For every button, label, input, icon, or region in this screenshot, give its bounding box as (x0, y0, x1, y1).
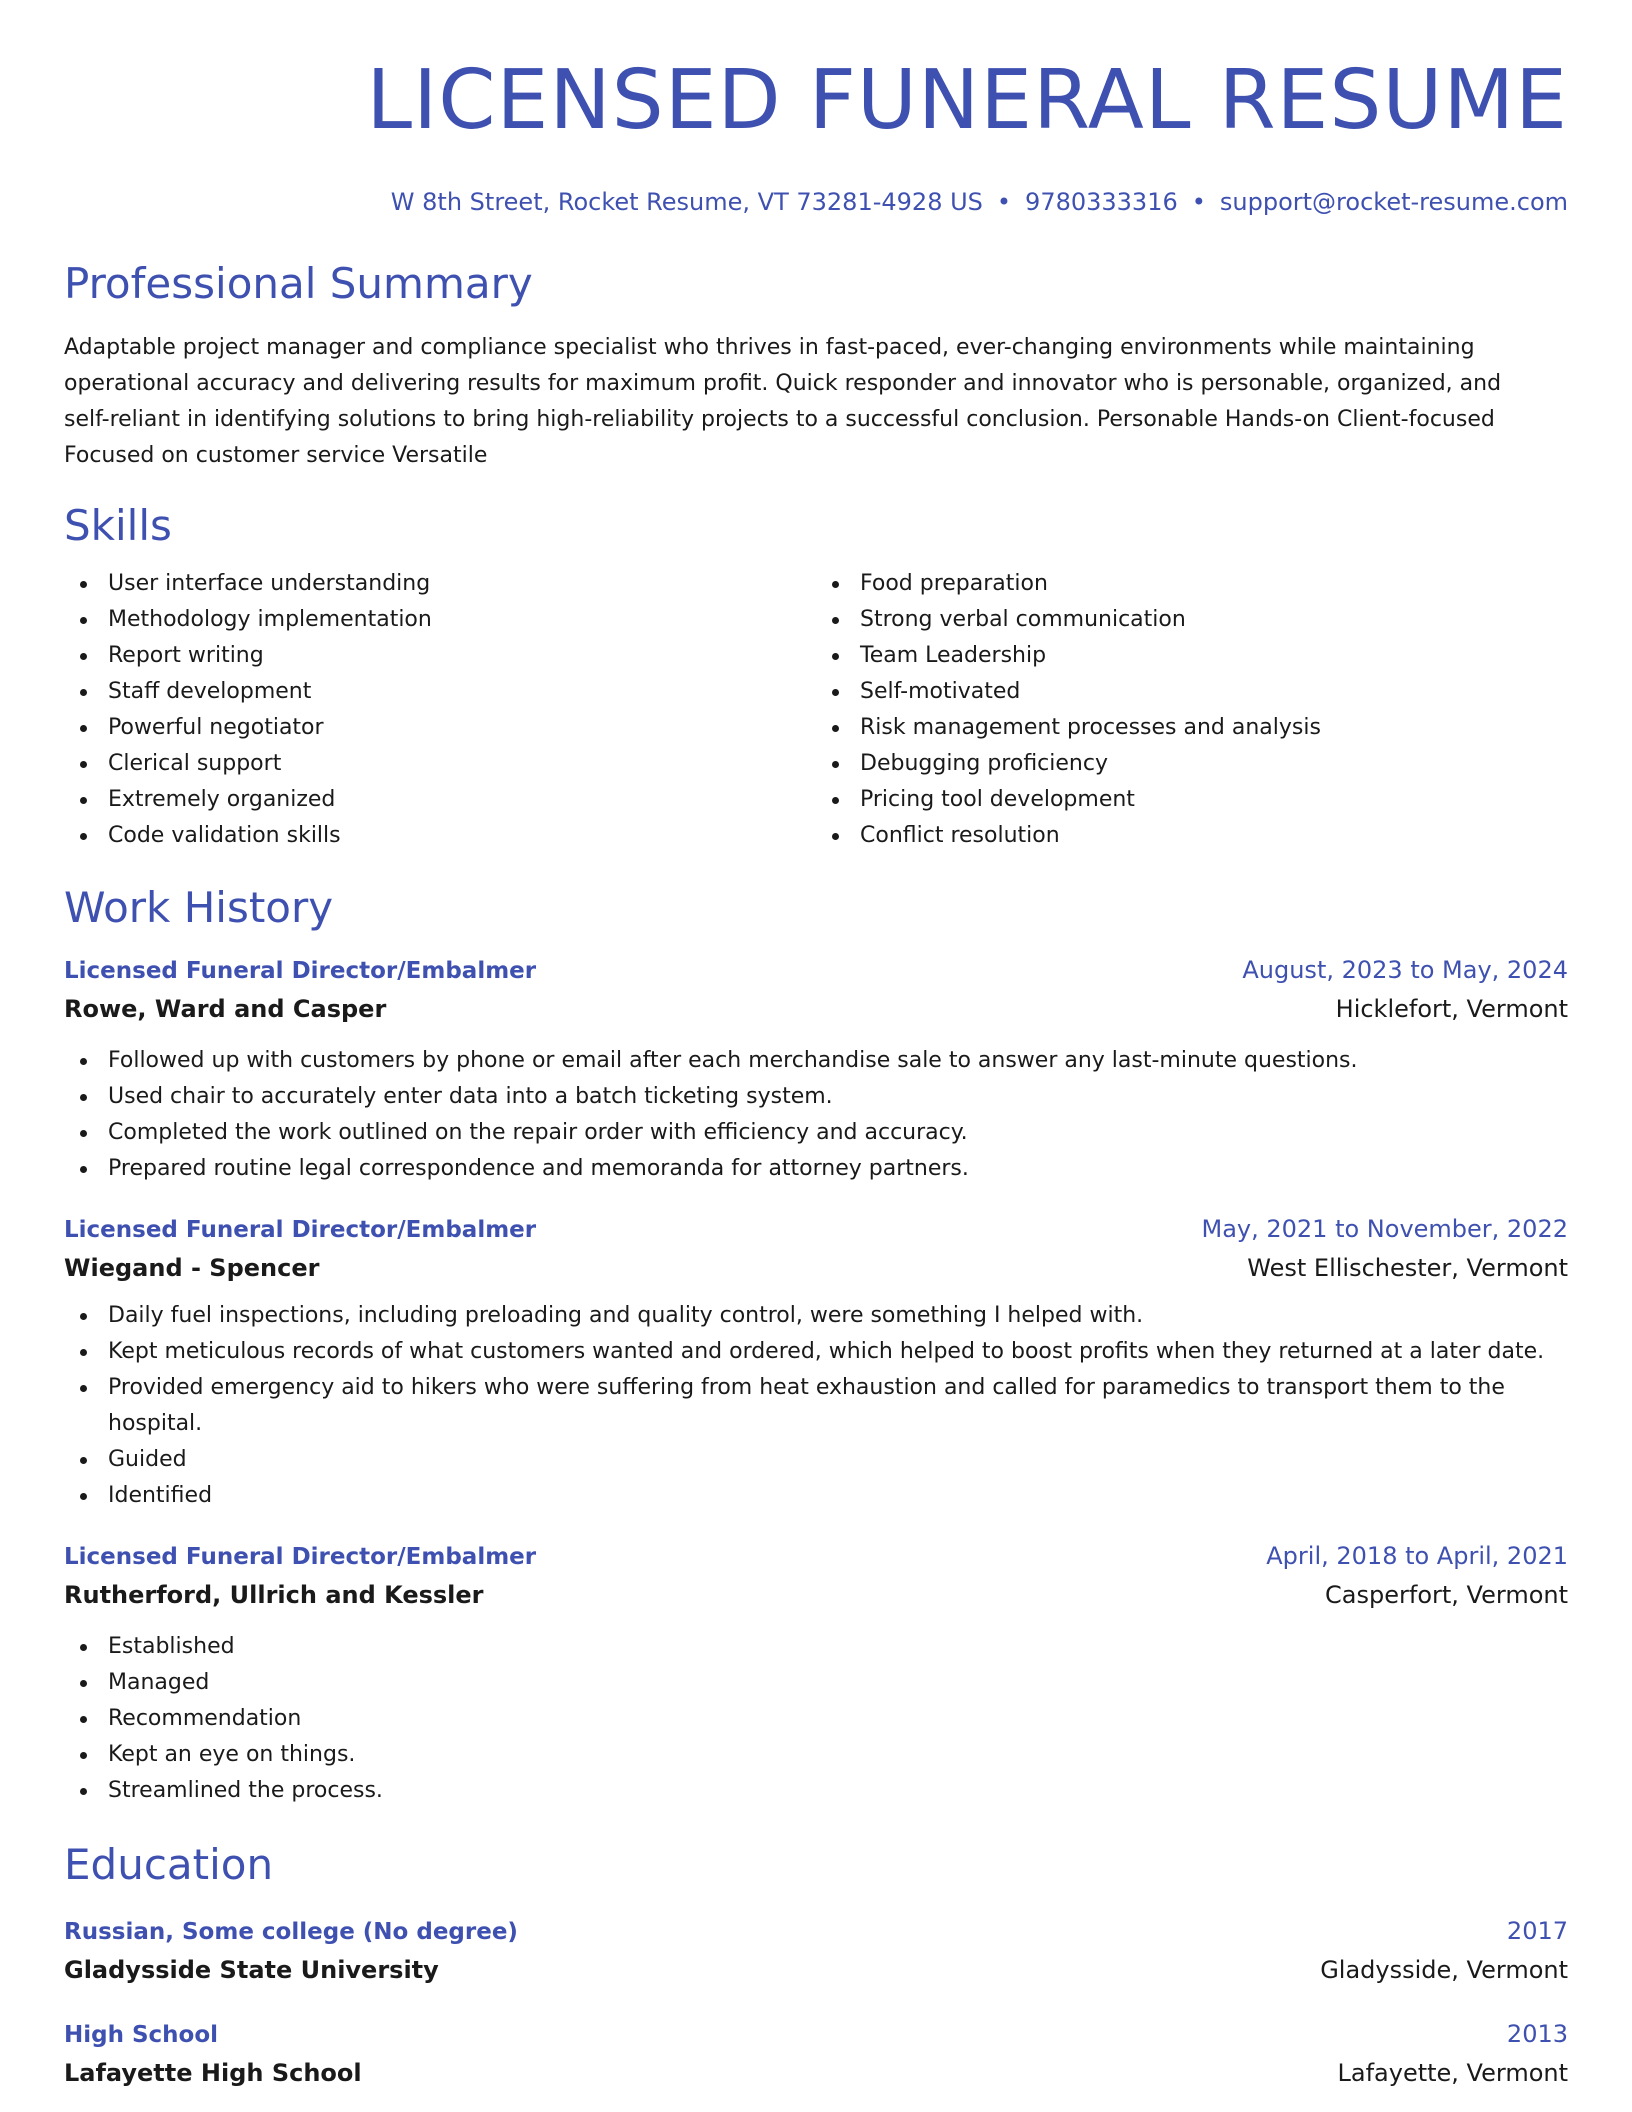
edu-location: Lafayette, Vermont (1337, 2059, 1568, 2087)
summary-text: Adaptable project manager and compliance specialist who thrives in fast-paced, ever-changing environments while maintaining operational accuracy and delivering results for maximum profit. Quick responder and innovator who is personable, organized, and self-reliant in identifying solutions to bring high-reliability projects to a successful conclusion. Personable Hands-on Client-focused Focused on customer service Versatile (64, 335, 1502, 468)
job-dates: August, 2023 to May, 2024 (1242, 956, 1568, 984)
job-bullets (64, 1298, 1568, 1514)
job-location: Casperfort, Vermont (1325, 1581, 1568, 1609)
edu-school: Lafayette High School (64, 2059, 362, 2087)
skill-item: Self-motivated (816, 674, 1568, 710)
job-bullets (64, 1629, 1568, 1809)
skill-item: Methodology implementation (64, 602, 816, 638)
job-bullet: Daily fuel inspections, including preloading and quality control, were something I helped with. (64, 1298, 1568, 1334)
job-company: Rutherford, Ullrich and Kessler (64, 1581, 484, 1609)
job-header-row (64, 952, 1568, 989)
job-title: Licensed Funeral Director/Embalmer (64, 958, 537, 984)
edu-school-row (64, 2053, 1568, 2093)
edu-header-row (64, 1913, 1568, 1950)
job-title: Licensed Funeral Director/Embalmer (64, 1217, 537, 1243)
job-header-row (64, 1538, 1568, 1575)
job-company-row (64, 1575, 1568, 1615)
edu-degree: Russian, Some college (No degree) (64, 1919, 518, 1945)
edu-year: 2013 (1506, 2020, 1568, 2048)
skill-item: Team Leadership (816, 638, 1568, 674)
education-entry (64, 2016, 1568, 2093)
contact-phone: 9780333316 (1025, 188, 1178, 216)
contact-line (64, 186, 1568, 218)
work-history-heading: Work History (64, 883, 334, 932)
skill-item: Clerical support (64, 746, 816, 782)
skills-column-left (64, 566, 816, 854)
contact-separator: • (1191, 188, 1206, 216)
job-company-row (64, 1248, 1568, 1288)
skill-item: Staff development (64, 674, 816, 710)
skills-list (64, 566, 1568, 854)
skills-column-right (816, 566, 1568, 854)
skill-item: Risk management processes and analysis (816, 710, 1568, 746)
job-bullet: Prepared routine legal correspondence and memoranda for attorney partners. (64, 1151, 1568, 1187)
job-bullet: Identified (64, 1478, 1568, 1514)
job-location: West Ellischester, Vermont (1247, 1254, 1568, 1282)
job-bullet: Kept an eye on things. (64, 1737, 1568, 1773)
work-entry (64, 1211, 1568, 1514)
job-bullet: Established (64, 1629, 1568, 1665)
job-bullet: Guided (64, 1442, 1568, 1478)
contact-separator: • (996, 188, 1012, 216)
skills-heading: Skills (64, 501, 172, 550)
job-dates: April, 2018 to April, 2021 (1266, 1542, 1568, 1570)
skill-item: Report writing (64, 638, 816, 674)
edu-school: Gladysside State University (64, 1956, 439, 1984)
job-bullet: Kept meticulous records of what customers wanted and ordered, which helped to boost profits when they returned at a later date. (64, 1334, 1568, 1370)
job-bullet: Completed the work outlined on the repair order with efficiency and accuracy. (64, 1115, 1568, 1151)
job-bullet: Streamlined the process. (64, 1773, 1568, 1809)
work-entry (64, 1538, 1568, 1809)
skill-item: Debugging proficiency (816, 746, 1568, 782)
job-location: Hicklefort, Vermont (1335, 995, 1568, 1023)
job-company: Rowe, Ward and Casper (64, 995, 387, 1023)
edu-header-row (64, 2016, 1568, 2053)
job-bullet: Provided emergency aid to hikers who were suffering from heat exhaustion and called for paramedics to transport them to the hospital. (64, 1370, 1568, 1442)
resume-header (64, 0, 1568, 218)
edu-school-row (64, 1950, 1568, 1990)
edu-degree: High School (64, 2022, 219, 2048)
job-bullet: Followed up with customers by phone or email after each merchandise sale to answer any last-minute questions. (64, 1043, 1568, 1079)
job-header-row (64, 1211, 1568, 1248)
skill-item: User interface understanding (64, 566, 816, 602)
skill-item: Powerful negotiator (64, 710, 816, 746)
education-entry (64, 1913, 1568, 1990)
job-bullet: Recommendation (64, 1701, 1568, 1737)
contact-address: W 8th Street, Rocket Resume, VT 73281-4928 US (390, 188, 983, 216)
skill-item: Pricing tool development (816, 782, 1568, 818)
job-company-row (64, 989, 1568, 1029)
skill-item: Code validation skills (64, 818, 816, 854)
skill-item: Strong verbal communication (816, 602, 1568, 638)
skill-item: Extremely organized (64, 782, 816, 818)
job-dates: May, 2021 to November, 2022 (1201, 1215, 1568, 1243)
contact-email[interactable]: support@rocket-resume.com (1219, 188, 1568, 216)
edu-year: 2017 (1506, 1917, 1568, 1945)
job-bullet: Used chair to accurately enter data into a batch ticketing system. (64, 1079, 1568, 1115)
job-company: Wiegand - Spencer (64, 1254, 320, 1282)
edu-location: Gladysside, Vermont (1320, 1956, 1568, 1984)
job-title: Licensed Funeral Director/Embalmer (64, 1544, 537, 1570)
resume-name: LICENSED FUNERAL RESUME (366, 53, 1568, 148)
job-bullet: Managed (64, 1665, 1568, 1701)
skill-item: Food preparation (816, 566, 1568, 602)
skill-item: Conflict resolution (816, 818, 1568, 854)
education-heading: Education (64, 1840, 274, 1889)
summary-heading: Professional Summary (64, 259, 533, 308)
job-bullets (64, 1043, 1568, 1187)
work-entry (64, 952, 1568, 1187)
